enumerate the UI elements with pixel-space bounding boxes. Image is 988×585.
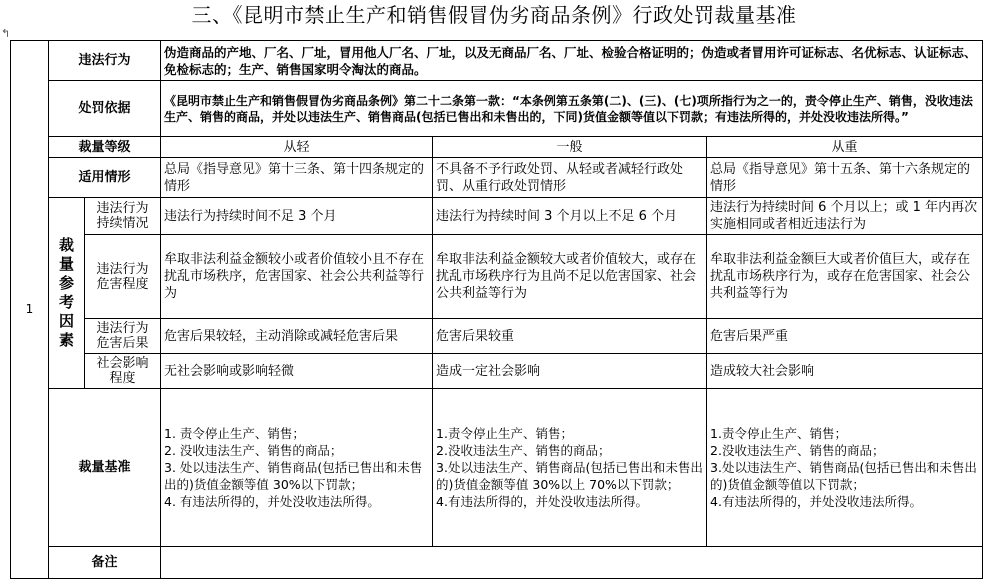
- row-number: 1: [11, 41, 49, 579]
- factor-social-impact-general: 造成一定社会影响: [433, 354, 707, 389]
- factor-harm-degree-heavy: 牟取非法利益金额巨大或者价值巨大，或存在扰乱市场秩序行为，或存在危害国家、社会公共利益等行为: [707, 235, 983, 319]
- factors-label-char: 裁: [58, 236, 74, 254]
- level-row: [11, 137, 983, 158]
- factor-label-line: 持续情况: [96, 216, 149, 231]
- factor-social-impact-heavy: 造成较大社会影响: [707, 354, 983, 389]
- circumstance-general: 不具备不予行政处罚、从轻或者减轻行政处罚、从重行政处罚情形: [433, 158, 707, 198]
- basis-text: 《昆明市禁止生产和销售假冒伪劣商品条例》第二十二条第一款：“本条例第五条第(二)、(三)、(七)项所指行为之一的，责令停止生产、销售，没收违法生产、销售的商品，并处以违法生产、销售商品(包括已售出和未售出的，下同)货值金额等值以下罚款；有违法所得的，并处没收违法所得。”: [161, 81, 983, 137]
- factor-label-line: 危害后果: [96, 336, 149, 351]
- remarks-label: 备注: [49, 547, 161, 579]
- factor-row-duration: [11, 198, 983, 235]
- standard-item: 1.责令停止生产、销售；: [710, 426, 847, 441]
- standard-heavy: [707, 389, 983, 547]
- standard-item: 2. 没收违法生产、销售的商品；: [164, 443, 343, 458]
- factor-harm-consequence-general: 危害后果较重: [433, 319, 707, 354]
- penalty-standard-table: [10, 40, 983, 579]
- factor-label-line: 危害程度: [96, 276, 149, 292]
- factor-harm-degree-light: 牟取非法利益金额较小或者价值较小且不存在扰乱市场秩序，危害国家、社会公共利益等行为: [161, 235, 433, 319]
- circumstance-row: [11, 158, 983, 198]
- violation-row: [11, 41, 983, 81]
- standard-item: 1. 责令停止生产、销售；: [164, 426, 305, 441]
- level-heavy: 从重: [707, 137, 983, 158]
- factors-label-char: 参: [58, 274, 74, 292]
- standard-item: 4. 有违法所得的，并处没收违法所得。: [164, 494, 380, 509]
- text-cursor-mark: ↰: [1, 27, 11, 40]
- factor-label-line: 违法行为: [96, 321, 149, 336]
- factor-harm-consequence-light: 危害后果较轻，主动消除或减轻危害后果: [161, 319, 433, 354]
- standard-item: 2.没收违法生产、销售的商品；: [710, 443, 885, 458]
- factor-label-harm-degree: [85, 235, 161, 319]
- standard-item: 3.处以违法生产、销售商品(包括已售出和未售出的)货值金额等值 30%以上 70%以下罚款；: [436, 460, 703, 492]
- factor-duration-general: 违法行为持续时间 3 个月以上不足 6 个月: [433, 198, 707, 235]
- level-label: 裁量等级: [49, 137, 161, 158]
- level-general: 一般: [433, 137, 707, 158]
- violation-text: 伪造商品的产地、厂名、厂址，冒用他人厂名、厂址，以及无商品厂名、厂址、检验合格证明的；伪造或者冒用许可证标志、名优标志、认证标志、免检标志的；生产、销售国家明令淘汰的商品。: [161, 41, 983, 81]
- factor-row-social-impact: [11, 354, 983, 389]
- factors-label-char: 考: [58, 293, 74, 311]
- factor-label-line: 违法行为: [96, 261, 149, 277]
- factor-row-harm-degree: [11, 235, 983, 319]
- basis-row: [11, 81, 983, 137]
- factor-harm-degree-general: 牟取非法利益金额较大或者价值较大，或存在扰乱市场秩序行为且尚不足以危害国家、社会公共利益等行为: [433, 235, 707, 319]
- remarks-row: [11, 547, 983, 579]
- factors-label-char: 因: [58, 312, 74, 330]
- factors-label-char: 素: [58, 331, 74, 349]
- standard-light: [161, 389, 433, 547]
- factor-duration-light: 违法行为持续时间不足 3 个月: [161, 198, 433, 235]
- standard-item: 3. 处以违法生产、销售商品(包括已售出和未售出的)货值金额等值 30%以下罚款；: [164, 460, 423, 492]
- factors-label-char: 量: [58, 255, 74, 273]
- remarks-text: [161, 547, 983, 579]
- standard-row: [11, 389, 983, 547]
- factors-label: [49, 198, 85, 389]
- factor-social-impact-light: 无社会影响或影响轻微: [161, 354, 433, 389]
- standard-general: [433, 389, 707, 547]
- circumstance-label: 适用情形: [49, 158, 161, 198]
- standard-item: 4.有违法所得的，并处没收违法所得。: [710, 494, 922, 509]
- standard-item: 2.没收违法生产、销售的商品；: [436, 443, 611, 458]
- circumstance-light: 总局《指导意见》第十三条、第十四条规定的情形: [161, 158, 433, 198]
- basis-label: 处罚依据: [49, 81, 161, 137]
- factor-row-harm-consequence: [11, 319, 983, 354]
- factor-label-line: 程度: [109, 371, 136, 386]
- factor-label-line: 社会影响: [96, 356, 149, 371]
- circumstance-heavy: 总局《指导意见》第十五条、第十六条规定的情形: [707, 158, 983, 198]
- factor-label-duration: [85, 198, 161, 235]
- violation-label: 违法行为: [49, 41, 161, 81]
- factor-label-harm-consequence: [85, 319, 161, 354]
- factor-harm-consequence-heavy: 危害后果严重: [707, 319, 983, 354]
- standard-item: 3.处以违法生产、销售商品(包括已售出和未售出的)货值金额等值以下罚款；: [710, 460, 977, 492]
- level-light: 从轻: [161, 137, 433, 158]
- document-title: 三、《昆明市禁止生产和销售假冒伪劣商品条例》行政处罚裁量基准: [191, 3, 797, 27]
- standard-label: 裁量基准: [49, 389, 161, 547]
- standard-item: 1.责令停止生产、销售；: [436, 426, 573, 441]
- factor-duration-heavy: 违法行为持续时间 6 个月以上；或 1 年内再次实施相同或者相近违法行为: [707, 198, 983, 235]
- factor-label-social-impact: [85, 354, 161, 389]
- factor-label-line: 违法行为: [96, 201, 149, 216]
- standard-item: 4.有违法所得的，并处没收违法所得。: [436, 494, 648, 509]
